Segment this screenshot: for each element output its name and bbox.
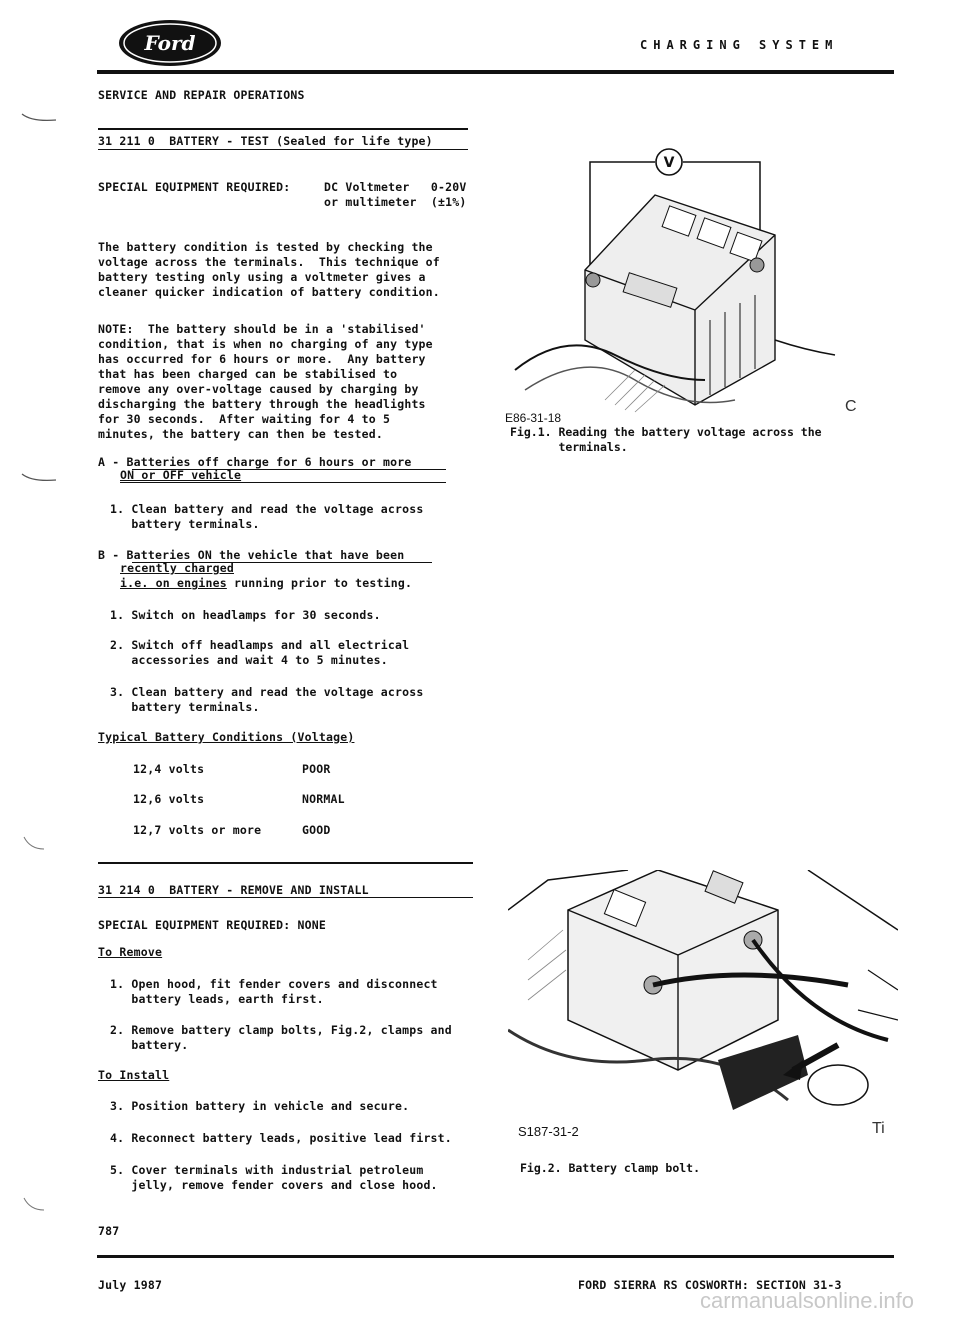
case-b-step: accessories and wait 4 to 5 minutes.: [110, 653, 388, 667]
case-b-heading: B - Batteries ON the vehicle that have been: [98, 548, 405, 562]
figure-1-side-mark: C: [845, 398, 857, 415]
note-line: NOTE: The battery should be in a 'stabilised': [98, 322, 426, 336]
section-rule: [98, 128, 468, 130]
install-step: 5. Cover terminals with industrial petroleum: [110, 1163, 424, 1177]
page-subtitle: SERVICE AND REPAIR OPERATIONS: [98, 88, 305, 102]
remove-step: 2. Remove battery clamp bolts, Fig.2, clamps and: [110, 1023, 452, 1037]
intro-line: battery testing only using a voltmeter gives a: [98, 270, 426, 284]
note-line: for 30 seconds. After waiting for 4 to 5: [98, 412, 391, 426]
note-line: condition, that is when no charging of any type: [98, 337, 433, 351]
footer-rule: [97, 1255, 894, 1258]
conditions-heading: Typical Battery Conditions (Voltage): [98, 730, 355, 744]
special-equipment-line: DC Voltmeter 0-20V: [324, 180, 467, 194]
special-equipment: SPECIAL EQUIPMENT REQUIRED: NONE: [98, 918, 326, 932]
case-a-sub: ON or OFF vehicle: [120, 468, 242, 482]
to-remove-heading: To Remove: [98, 945, 163, 959]
to-install-heading: To Install: [98, 1068, 170, 1082]
section-rule: [98, 862, 473, 864]
margin-mark: [20, 110, 60, 130]
condition-state: NORMAL: [302, 792, 345, 806]
ford-logo-text: Ford: [144, 31, 196, 55]
case-a-step: 1. Clean battery and read the voltage across: [110, 502, 424, 516]
watermark: carmanualsonline.info: [700, 1288, 915, 1313]
install-step: 4. Reconnect battery leads, positive lead first.: [110, 1131, 452, 1145]
condition-volts: 12,7 volts or more: [133, 823, 262, 837]
case-b-sub-rest: running prior to testing.: [226, 576, 413, 590]
special-equipment-label: SPECIAL EQUIPMENT REQUIRED:: [98, 180, 291, 194]
figure-2-battery-clamp-diagram: [508, 870, 898, 1142]
figure-1-code: E86-31-18: [505, 411, 562, 425]
special-equipment-line: or multimeter (±1%): [324, 195, 467, 209]
figure-2-code: S187-31-2: [518, 1124, 579, 1139]
page-code: 787: [98, 1224, 120, 1238]
note-line: that has been charged can be stabilised to: [98, 367, 398, 381]
remove-step: 1. Open hood, fit fender covers and disconnect: [110, 977, 438, 991]
figure-1-caption: Fig.1. Reading the battery voltage across the: [510, 425, 822, 439]
case-b-step: 3. Clean battery and read the voltage across: [110, 685, 424, 699]
remove-step: battery leads, earth first.: [110, 992, 324, 1006]
intro-line: cleaner quicker indication of battery condition.: [98, 285, 440, 299]
case-b-step: 2. Switch off headlamps and all electrical: [110, 638, 410, 652]
margin-mark: [20, 835, 60, 855]
figure-2-side-mark: Ti: [872, 1120, 885, 1137]
heading-underline: [98, 149, 468, 150]
case-b-sub: recently charged: [120, 561, 234, 575]
note-line: remove any over-voltage caused by charging by: [98, 382, 419, 396]
intro-line: The battery condition is tested by checking the: [98, 240, 433, 254]
intro-line: voltage across the terminals. This technique of: [98, 255, 440, 269]
battery-test-heading: 31 211 0 BATTERY - TEST (Sealed for life type): [98, 134, 433, 148]
battery-remove-heading: 31 214 0 BATTERY - REMOVE AND INSTALL: [98, 883, 369, 897]
margin-mark: [20, 1196, 60, 1216]
case-a-underline: [120, 482, 446, 483]
header-rule: [97, 70, 894, 74]
case-b-step: 1. Switch on headlamps for 30 seconds.: [110, 608, 381, 622]
ford-logo: [118, 18, 222, 68]
note-line: discharging the battery through the headlights: [98, 397, 426, 411]
case-b-sub: [120, 576, 412, 591]
footer-publication: FORD SIERRA RS COSWORTH: SECTION 31-3: [578, 1278, 842, 1292]
case-b-sub-underlined: i.e. on engines: [120, 576, 227, 590]
install-step: jelly, remove fender covers and close hood.: [110, 1178, 438, 1192]
note-line: minutes, the battery can then be tested.: [98, 427, 383, 441]
condition-volts: 12,4 volts: [133, 762, 205, 776]
voltmeter-label: V: [663, 155, 675, 171]
section-title: CHARGING SYSTEM: [640, 38, 839, 52]
condition-volts: 12,6 volts: [133, 792, 205, 806]
condition-state: POOR: [302, 762, 331, 776]
figure-1-battery-voltage-diagram: [505, 140, 850, 430]
remove-step: battery.: [110, 1038, 189, 1052]
figure-2-caption: Fig.2. Battery clamp bolt.: [520, 1161, 701, 1175]
condition-state: GOOD: [302, 823, 331, 837]
figure-1-caption: terminals.: [510, 440, 628, 454]
margin-mark: [20, 470, 60, 490]
footer-date: July 1987: [98, 1278, 163, 1292]
heading-underline: [98, 897, 473, 898]
install-step: 3. Position battery in vehicle and secure.: [110, 1099, 410, 1113]
note-line: has occurred for 6 hours or more. Any battery: [98, 352, 426, 366]
case-a-step: battery terminals.: [110, 517, 260, 531]
case-b-step: battery terminals.: [110, 700, 260, 714]
case-a-heading: A - Batteries off charge for 6 hours or more: [98, 455, 412, 469]
